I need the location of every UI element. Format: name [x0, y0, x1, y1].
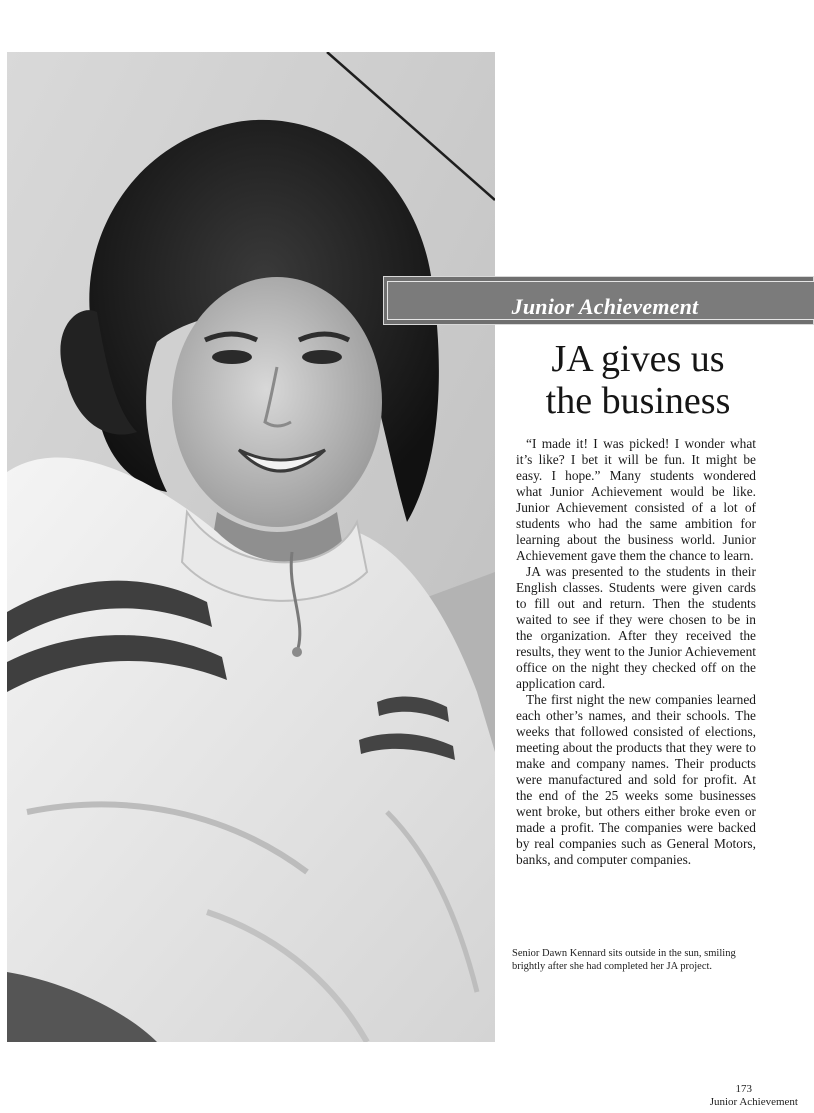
body-paragraph-1: “I made it! I was picked! I wonder what it’s like? I bet it will be fun. It might be easy. I hope.” Many students wondered what Junior Achievement would be like. Junior Achievement consisted of a lot of students who had the same ambition for learning about the business world. Junior Achievement gave them the chance to learn. — [516, 436, 756, 563]
body-paragraph-3: The first night the new companies learned each other’s names, and their schools. The weeks that followed consisted of elections, meeting about the products that they were to make and company names. Their products were manufactured and sold for profit. At the end of the 25 weeks some businesses went broke, but others either broke even or made a profit. The companies were backed by real companies such as General Motors, banks, and computer companies. — [516, 692, 756, 867]
page-number: 173 — [735, 1083, 752, 1095]
body-paragraph-2: JA was presented to the students in their English classes. Students were given cards to fill out and return. Then the students waited to see if they were chosen to be in the organization. After they received the results, they went to the Junior Achievement office on the night they checked off on the application card. — [516, 564, 756, 691]
student-photo — [7, 52, 495, 1042]
folio-section-name: Junior Achievement — [709, 1096, 798, 1108]
section-banner-inner — [387, 281, 814, 320]
page-folio — [658, 1083, 798, 1109]
photo-caption: Senior Dawn Kennard sits outside in the sun, smiling brightly after she had completed her JA project. — [512, 948, 736, 972]
article-body — [516, 436, 756, 868]
section-banner — [383, 276, 814, 325]
article-headline — [518, 338, 758, 422]
headline-line-2: the business — [545, 380, 731, 422]
headline-line-1: JA gives us — [551, 338, 725, 380]
student-photo-illustration — [7, 52, 495, 1042]
section-banner-title: Junior Achievement — [511, 294, 699, 319]
